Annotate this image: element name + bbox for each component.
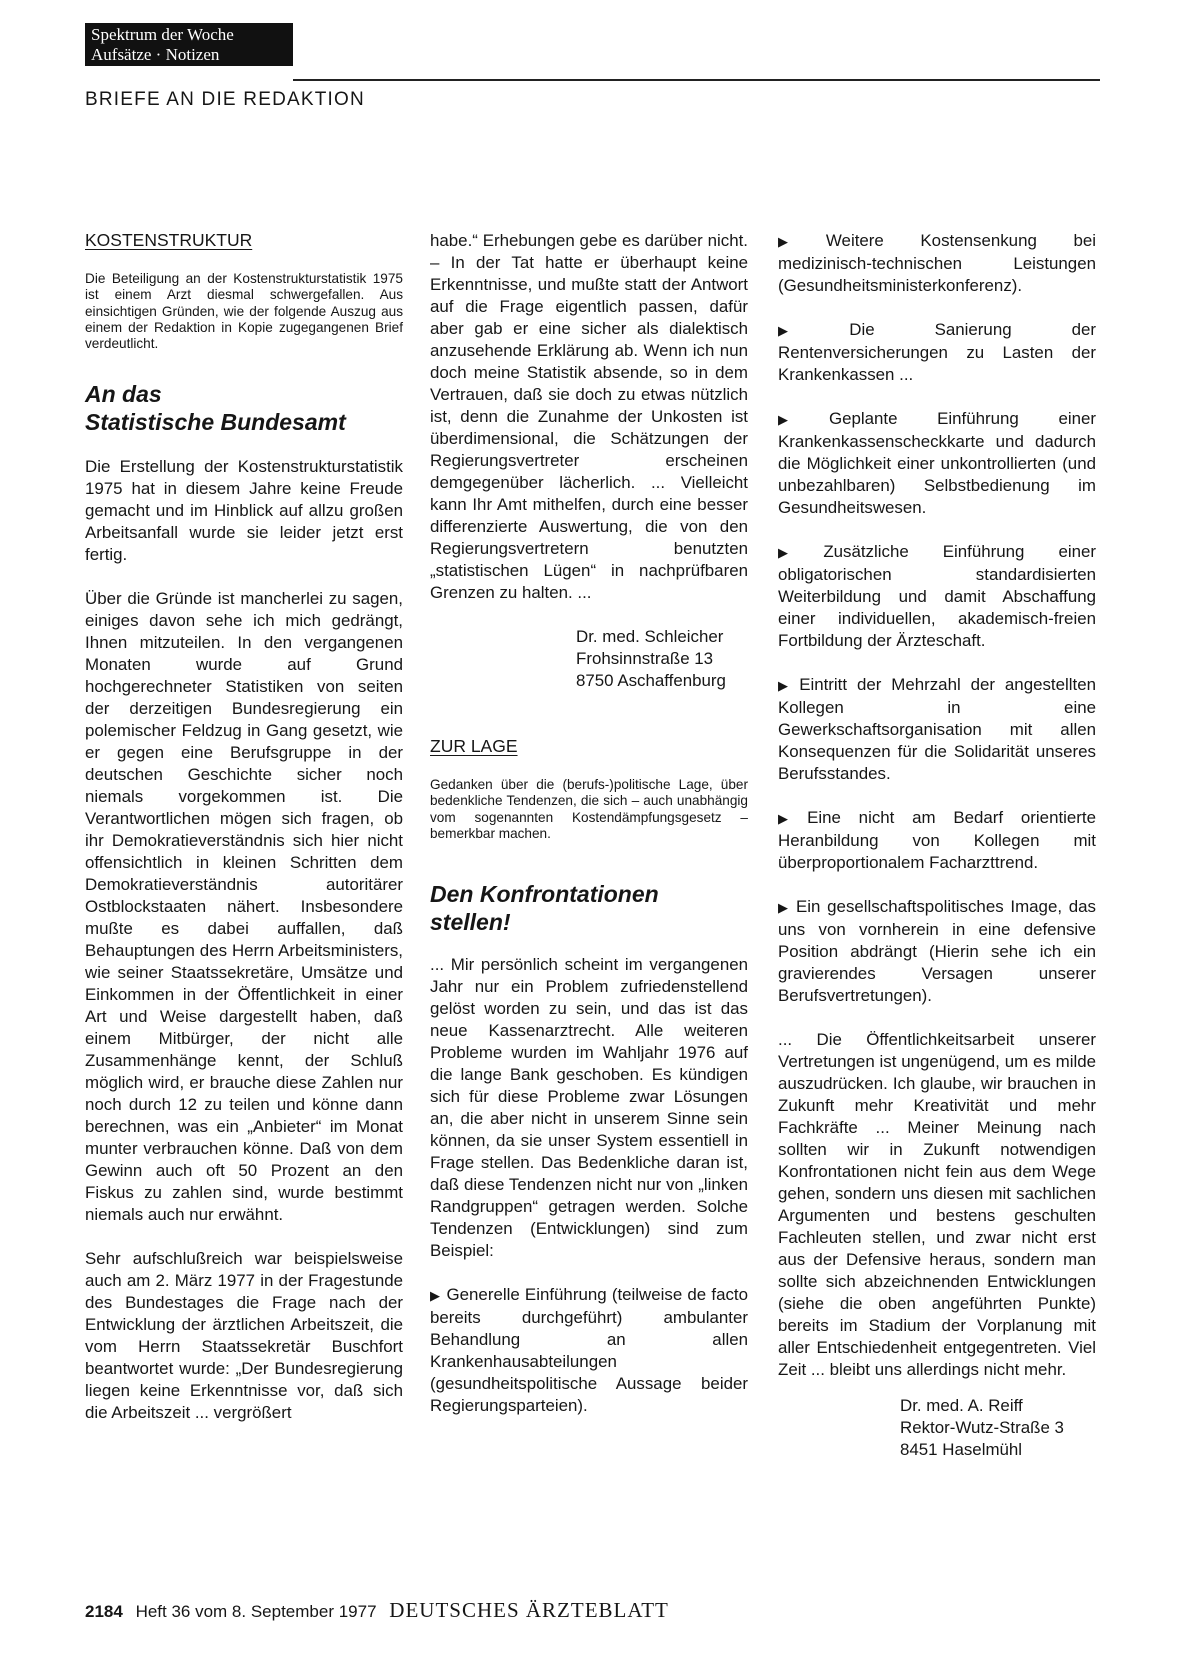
headline-statistisches-bundesamt xyxy=(85,380,403,436)
signature-reiff xyxy=(900,1395,1096,1461)
bullet-item: ▶ Weitere Kostensenkung bei medizinisch-technischen Leistungen (Gesundheitsministerkonferenz). xyxy=(778,231,1097,295)
signature-schleicher xyxy=(576,626,748,692)
bullet-item: ▶ Zusätzliche Einführung einer obligatorischen standardisierten Weiterbildung und damit Abschaffung einer individuellen, akademisch-freien Fortbildung der Ärzteschaft. xyxy=(778,542,1096,650)
bullet-item: ▶ Geplante Einführung einer Krankenkassenscheckkarte und dadurch die Möglichkeit einer unkontrollierten (und unbezahlbaren) Selbstbedienung im Gesundheitswesen. xyxy=(778,409,1096,517)
bullet-item: ▶ Eine nicht am Bedarf orientierte Heranbildung von Kollegen mit überproportionalem Facharzttrend. xyxy=(778,808,1097,872)
column-3 xyxy=(778,230,1096,1461)
paragraph: Über die Gründe ist mancherlei zu sagen, einiges davon sehe ich mich gedrängt, Ihnen mitzuteilen. In den vergangenen Monaten wurde auf Grund hochgerechneter Statistiken von seiten der derzeitigen Bundesregierung ein polemischer Feldzug in Gang gesetzt, wie er gegen eine Berufsgruppe in der deutschen Geschichte sicher noch niemals vorgekommen ist. Die Verantwortlichen mögen sich fragen, ob ihr Demokratieverständnis sich hier nicht offensichtlich in kleinen Schritten dem Demokratieverständnis autoritärer Ostblockstaaten nähert. Insbesondere mußte es dabei auffallen, daß Behauptungen des Herrn Arbeitsministers, wie seiner Staatssekretäre, Umsätze und Einkommen in der Öffentlichkeit in einer Art und Weise dargestellt haben, daß einem Mitbürger, der nicht alle Zusammenhänge kennt, der Schluß möglich wird, er brauche diese Zahlen nur noch durch 12 zu teilen und könne dann berechnen, was ein „Anbieter“ im Monat munter verbrauchen könne. Daß von dem Gewinn auch oft 50 Prozent an den Fiskus zu zahlen sind, wurde bestimmt niemals auch nur erwähnt. xyxy=(85,589,403,1225)
paragraph: ... Mir persönlich scheint im vergangenen Jahr nur ein Problem zufriedenstellend gelöst worden zu sein, und das ist das neue Kassenarztrecht. Alle weiteren Probleme wurden im Wahljahr 1976 auf die lange Bank geschoben. Es kündigen sich für diese Probleme zwar Lösungen an, die aber nicht in unserem Sinne sein können, da sie unser System essentiell in Frage stellen. Das Bedenkliche daran ist, daß diese Tendenzen nicht nur von „linken Randgruppen“ getragen werden. Solche Tendenzen (Entwicklungen) sind zum Beispiel: xyxy=(430,955,748,1261)
issue-info: Heft 36 vom 8. September 1977 xyxy=(135,1602,377,1621)
headline-line1: An das xyxy=(85,381,162,408)
column-2 xyxy=(430,230,748,1417)
bullet-item: ▶ Generelle Einführung (teilweise de facto bereits durchgeführt) ambulanter Behandlung an allen Krankenhausabteilungen (gesundheitspolitische Aussage beider Regierungsparteien). xyxy=(430,1285,748,1416)
paragraph: Die Erstellung der Kostenstrukturstatistik 1975 hat in diesem Jahre keine Freude gemacht und im Hinblick auf allzu großen Arbeitsanfall wurde sie leider jetzt erst fertig. xyxy=(85,457,403,565)
page-number: 2184 xyxy=(85,1602,123,1621)
section-badge-line2: Aufsätze · Notizen xyxy=(91,45,220,64)
section-badge xyxy=(85,23,293,66)
headline-line1: Den Konfrontationen xyxy=(430,881,659,908)
headline-konfrontationen xyxy=(430,880,748,936)
section-title: BRIEFE AN DIE REDAKTION xyxy=(85,89,365,110)
bullet-item: ▶ Die Sanierung der Rentenversicherungen zu Lasten der Krankenkassen ... xyxy=(778,320,1096,384)
bullet-triangle-icon: ▶ xyxy=(778,678,794,693)
page-footer xyxy=(85,1598,669,1623)
signature-name: Dr. med. A. Reiff xyxy=(900,1396,1023,1415)
bullet-triangle-icon: ▶ xyxy=(430,1288,441,1304)
bullet-triangle-icon: ▶ xyxy=(778,234,820,249)
signature-city: 8451 Haselmühl xyxy=(900,1440,1023,1459)
signature-city: 8750 Aschaffenburg xyxy=(576,671,726,690)
signature-name: Dr. med. Schleicher xyxy=(576,627,724,646)
header-rule xyxy=(293,79,1100,81)
headline-line2: Statistische Bundesamt xyxy=(85,409,346,436)
publication-name: DEUTSCHES ÄRZTEBLATT xyxy=(389,1598,669,1622)
headline-line2: stellen! xyxy=(430,909,511,936)
bullet-item: ▶ Ein gesellschaftspolitisches Image, das uns von vornherein in eine defensive Position abdrängt (Hierin sehe ich ein gravierendes Versagen unserer Berufsvertretungen). xyxy=(778,897,1096,1005)
section-badge-line1: Spektrum der Woche xyxy=(91,25,234,44)
subhead-kostenstruktur: KOSTENSTRUKTUR xyxy=(85,230,253,250)
signature-street: Frohsinnstraße 13 xyxy=(576,649,714,668)
bullet-triangle-icon: ▶ xyxy=(778,900,791,915)
paragraph: Sehr aufschlußreich war beispielsweise auch am 2. März 1977 in der Fragestunde des Bundestages die Frage nach der Entwicklung der ärztlichen Arbeitszeit, die vom Herrn Staatssekretär Buschfort beantwortet wurde: „Der Bundesregierung liegen keine Erkenntnisse vor, daß sich die Arbeitszeit ... vergrößert xyxy=(85,1249,403,1423)
bullet-triangle-icon: ▶ xyxy=(778,811,802,826)
paragraph: habe.“ Erhebungen gebe es darüber nicht. – In der Tat hatte er überhaupt keine Erkenntnisse, und mußte statt der Antwort auf die Frage eigentlich passen, dafür aber gab er eine sicher als dialektisch anzusehende Erklärung ab. Wenn ich nun doch meine Statistik absende, so in dem Vertrauen, daß sie doch zu etwas nützlich ist, denn die Zunahme der Unkosten ist überdimensional, die Schätzungen der Regierungsvertreter erscheinen demgegenüber lächerlich. ... Vielleicht kann Ihr Amt mithelfen, durch eine besser differenzierte Auswertung, die von den Regierungsvertretern benutzten „statistischen Lügen“ in nachprüfbaren Grenzen zu halten. ... xyxy=(430,231,748,602)
column-1 xyxy=(85,230,403,1424)
bullet-triangle-icon: ▶ xyxy=(778,545,818,560)
bullet-triangle-icon: ▶ xyxy=(778,323,844,338)
signature-street: Rektor-Wutz-Straße 3 xyxy=(900,1418,1064,1437)
subhead-zur-lage: ZUR LAGE xyxy=(430,736,518,756)
intro-kostenstruktur: Die Beteiligung an der Kostenstrukturstatistik 1975 ist einem Arzt diesmal schwergefallen. Aus einsichtigen Gründen, wie der folgende Auszug aus einem der Redaktion in Kopie zugegangenen Brief verdeutlicht. xyxy=(85,271,403,352)
paragraph: ... Die Öffentlichkeitsarbeit unserer Vertretungen ist ungenügend, um es milde auszudrücken. Ich glaube, wir brauchen in Zukunft mehr Kreativität und mehr Fachkräfte ... Meiner Meinung nach sollten wir in Zukunft notwendigen Konfrontationen nicht fein aus dem Wege gehen, sondern uns diesen mit sachlichen Argumenten und bestens geschulten Fachleuten stellen, und zwar nicht erst aus der Defensive heraus, sondern man sollte sich abzeichnenden Entwicklungen (siehe die oben angeführten Punkte) bereits im Stadium der Vorplanung mit aller Entschiedenheit entgegentreten. Viel Zeit ... bleibt uns allerdings nicht mehr. xyxy=(778,1030,1096,1379)
bullet-item: ▶ Eintritt der Mehrzahl der angestellten Kollegen in eine Gewerkschaftsorganisation mit allen Konsequenzen für die Solidarität unseres Berufsstandes. xyxy=(778,675,1097,783)
bullet-triangle-icon: ▶ xyxy=(778,412,823,427)
intro-zur-lage: Gedanken über die (berufs-)politische Lage, über bedenkliche Tendenzen, die sich – auch unabhängig vom sogenannten Kostendämpfungsgesetz – bemerkbar machen. xyxy=(430,777,748,841)
